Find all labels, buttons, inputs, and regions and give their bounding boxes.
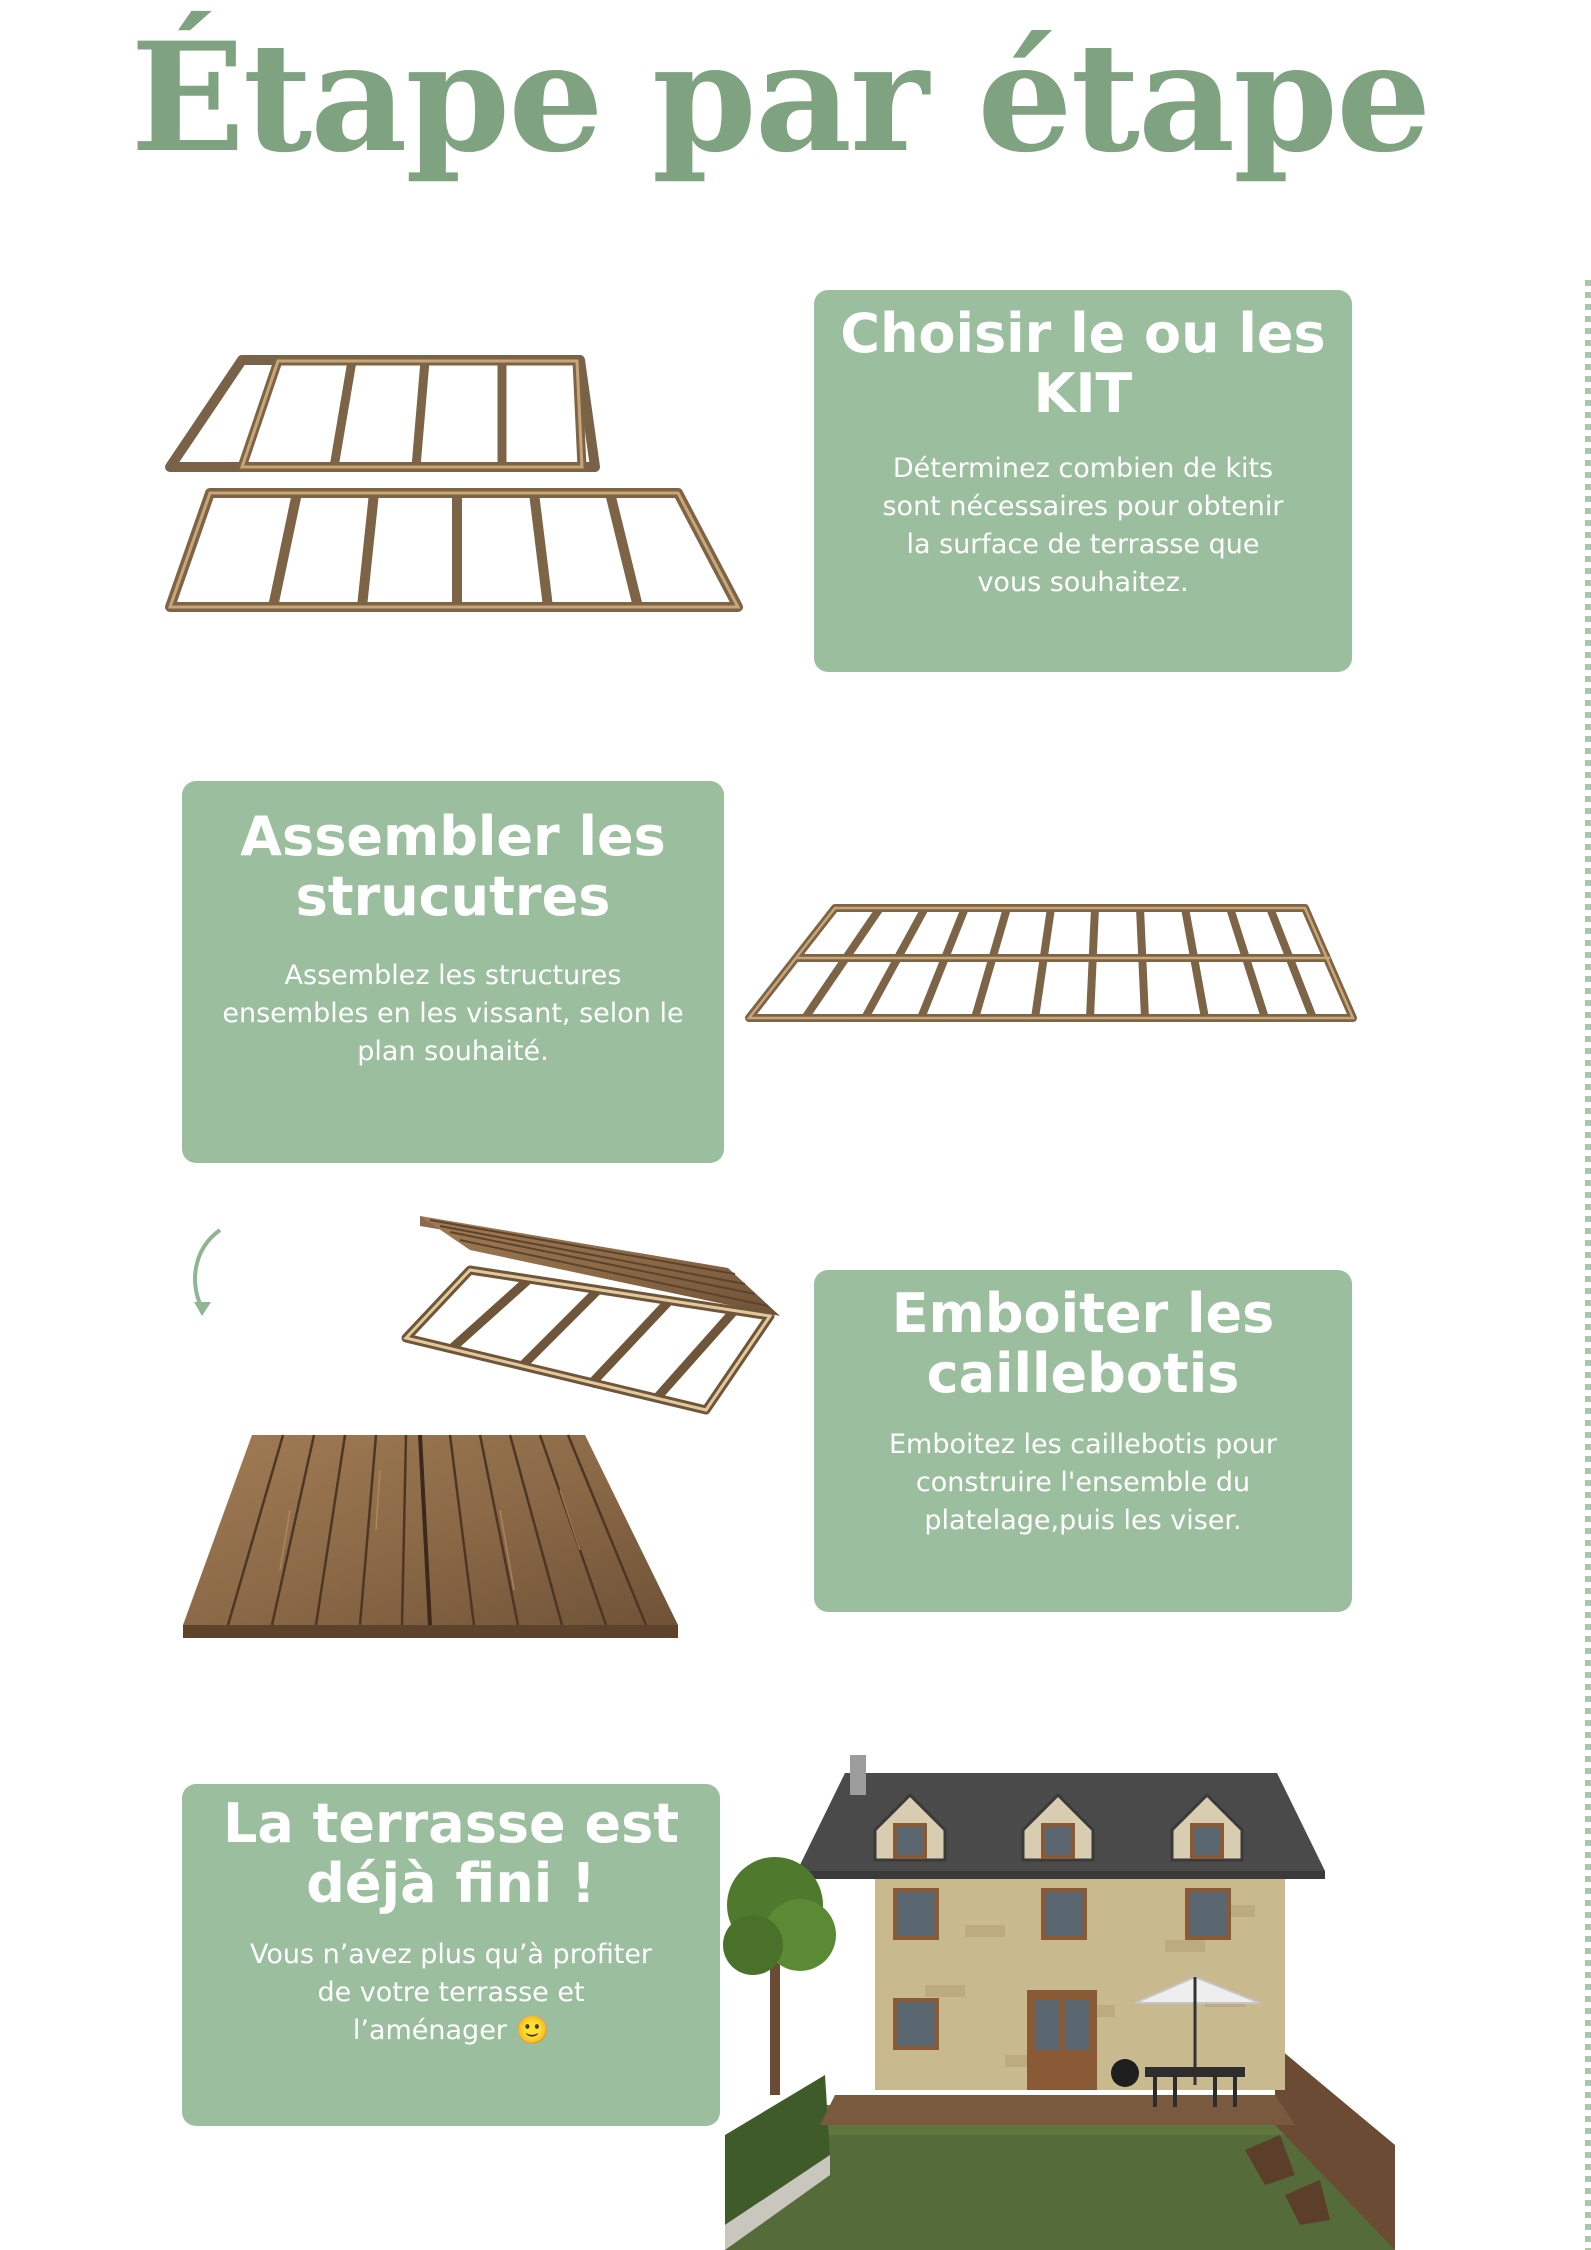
step-3-heading-line2: caillebotis bbox=[926, 1342, 1240, 1405]
step-3-heading bbox=[814, 1284, 1352, 1404]
step-3-body-line: construire l'ensemble du bbox=[915, 1467, 1251, 1498]
step-3-heading-line1: Emboiter les bbox=[891, 1282, 1275, 1345]
page-title: Étape par étape bbox=[130, 10, 1430, 186]
step-4-body-line: l’aménager bbox=[352, 2015, 507, 2046]
step-3-body-line: platelage,puis les viser. bbox=[924, 1505, 1242, 1536]
step-2-heading-line2: strucutres bbox=[295, 865, 611, 928]
step-1-heading bbox=[814, 304, 1352, 424]
step-1-body-line: Déterminez combien de kits bbox=[892, 453, 1274, 484]
step-1-body-line: sont nécessaires pour obtenir bbox=[882, 491, 1284, 522]
step-1-card bbox=[814, 290, 1352, 672]
step-4-card bbox=[182, 1784, 720, 2126]
step-1-heading-line2: KIT bbox=[1033, 362, 1133, 425]
step-4-heading-line1: La terrasse est bbox=[222, 1792, 680, 1855]
step-4-body-line: de votre terrasse et bbox=[317, 1977, 585, 2008]
step-1-body-line: vous souhaitez. bbox=[977, 567, 1189, 598]
step-4-body bbox=[182, 1936, 720, 2050]
step-3-body bbox=[814, 1426, 1352, 1540]
step-3-body-line: Emboitez les caillebotis pour bbox=[888, 1429, 1277, 1460]
step-1-heading-line1: Choisir le ou les bbox=[840, 302, 1326, 365]
step-1-body bbox=[814, 450, 1352, 602]
step-4-body-line: Vous n’avez plus qu’à profiter bbox=[249, 1939, 653, 1970]
assembled-frame-illustration bbox=[745, 902, 1357, 1024]
step-2-body-line: plan souhaité. bbox=[357, 1036, 549, 1067]
step-1-body-line: la surface de terrasse que bbox=[906, 529, 1260, 560]
decking-panels-illustration bbox=[180, 1210, 780, 1640]
step-2-heading bbox=[182, 807, 724, 927]
dotted-divider bbox=[1585, 280, 1591, 2250]
step-2-body-line: Assemblez les structures bbox=[284, 960, 622, 991]
step-2-heading-line1: Assembler les bbox=[240, 805, 666, 868]
step-2-body-line: ensembles en les vissant, selon le bbox=[222, 998, 684, 1029]
rotate-arrow-icon bbox=[195, 1230, 220, 1308]
wood-frame-kits-illustration bbox=[170, 355, 740, 615]
step-4-heading-line2: déjà fini ! bbox=[306, 1852, 596, 1915]
step-4-heading bbox=[182, 1794, 720, 1914]
step-3-card bbox=[814, 1270, 1352, 1612]
step-2-body bbox=[182, 957, 724, 1071]
house-with-terrace-illustration bbox=[705, 1755, 1405, 2250]
smile-emoji-icon: 🙂 bbox=[515, 2015, 550, 2046]
step-2-card bbox=[182, 781, 724, 1163]
